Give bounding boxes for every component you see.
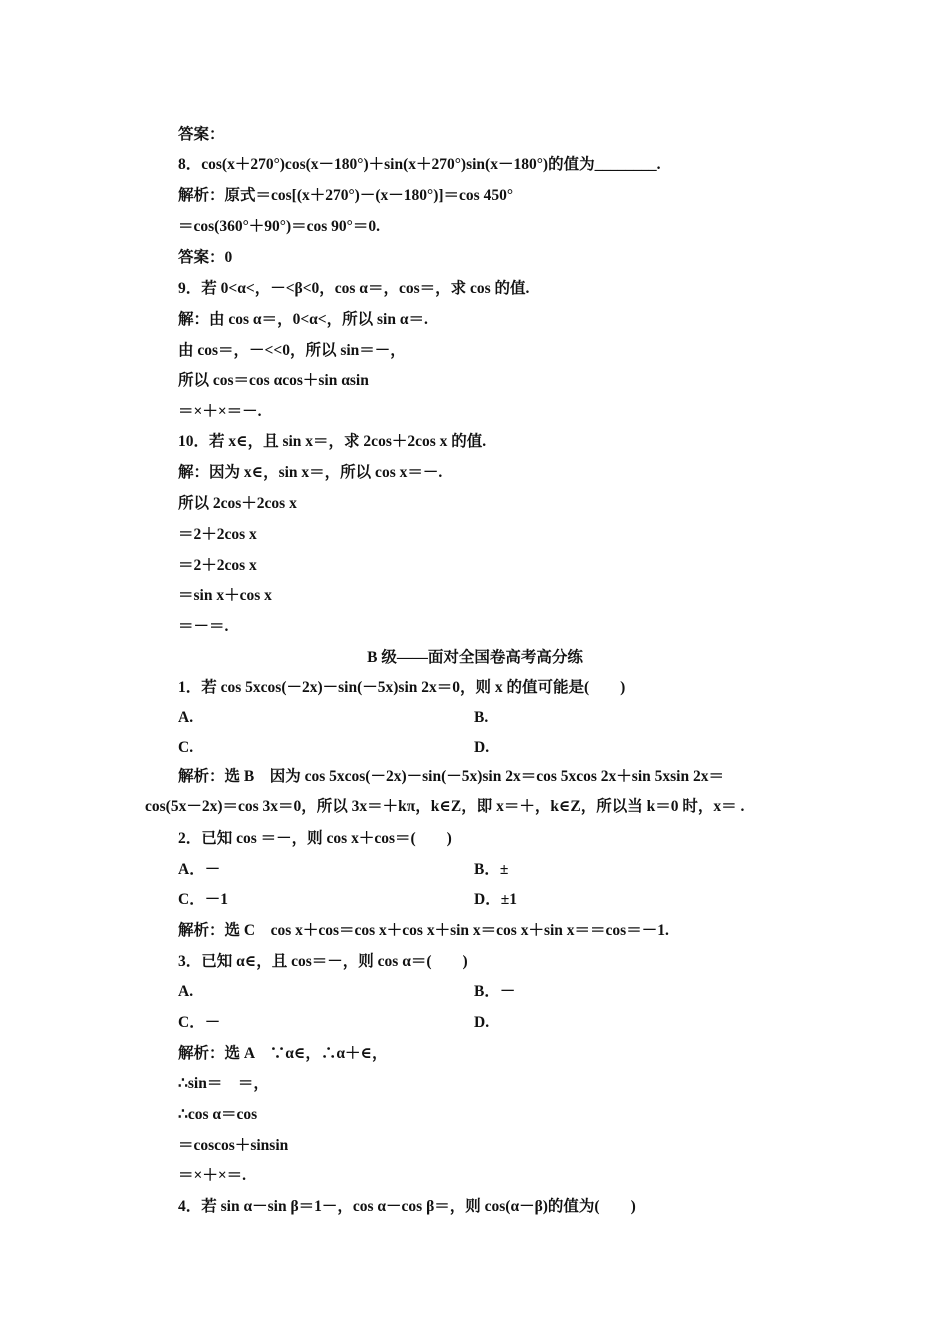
b-q3-option-d: D. <box>474 1014 490 1031</box>
answer-label-7: 答案： <box>178 126 225 143</box>
solution-10-line4: ＝2＋2cos x <box>178 557 257 574</box>
b-question-2: 2．已知 cos ＝－，则 cos x＋cos＝( ) <box>178 830 452 847</box>
b-q1-option-b: B. <box>474 709 489 726</box>
b-q1-analysis-line1: 解析：选 B 因为 cos 5xcos(－2x)－sin(－5x)sin 2x＝cos 5xcos 2x＋sin 5xsin 2x＝ <box>178 768 724 785</box>
b-q1-option-c: C. <box>178 739 194 756</box>
solution-10-line1: 解：因为 x∈，sin x＝，所以 cos x＝－. <box>178 464 443 481</box>
b-q1-option-d: D. <box>474 739 490 756</box>
b-q3-option-c: C．－ <box>178 1014 221 1031</box>
b-q2-option-a: A．－ <box>178 861 221 878</box>
answer-8: 答案：0 <box>178 249 233 266</box>
solution-9-line3: 所以 cos＝cos αcos＋sin αsin <box>178 372 369 389</box>
question-10: 10．若 x∈，且 sin x＝，求 2cos＋2cos x 的值. <box>178 433 487 450</box>
solution-10-line6: ＝－＝. <box>178 618 229 635</box>
b-q3-option-a: A. <box>178 983 194 1000</box>
solution-9-line4: ＝×＋×＝－. <box>178 403 262 420</box>
b-q2-option-d: D．±1 <box>474 891 517 908</box>
b-q3-analysis-line4: ＝coscos＋sinsin <box>178 1137 289 1154</box>
b-q1-analysis-line2: cos(5x－2x)＝cos 3x＝0，所以 3x＝＋kπ，k∈Z，即 x＝＋，k∈Z，所以当 k＝0 时，x＝ . <box>145 798 745 815</box>
section-heading-b: B 级——面对全国卷高考高分练 <box>367 649 583 666</box>
b-q2-analysis: 解析：选 C cos x＋cos＝cos x＋cos x＋sin x＝cos x＋sin x＝＝cos＝－1. <box>178 922 669 939</box>
b-q3-analysis-line1: 解析：选 A ∵α∈，∴α＋∈， <box>178 1045 388 1062</box>
b-q3-option-b: B．－ <box>474 983 516 1000</box>
question-8: 8．cos(x＋270°)cos(x－180°)＋sin(x＋270°)sin(x－180°)的值为________. <box>178 156 661 173</box>
solution-9-line1: 解：由 cos α＝，0<α<，所以 sin α＝. <box>178 311 428 328</box>
b-q3-analysis-line5: ＝×＋×＝. <box>178 1167 247 1184</box>
analysis-8-line1: 解析：原式＝cos[(x＋270°)－(x－180°)]＝cos 450° <box>178 187 514 204</box>
b-q1-option-a: A. <box>178 709 194 726</box>
solution-10-line5: ＝sin x＋cos x <box>178 587 272 604</box>
b-q3-analysis-line2: ∴sin＝ ＝， <box>178 1075 269 1092</box>
question-9: 9．若 0<α<，－<β<0，cos α＝，cos＝，求 cos 的值. <box>178 280 530 297</box>
solution-10-line3: ＝2＋2cos x <box>178 526 257 543</box>
b-q2-option-c: C．－1 <box>178 891 228 908</box>
analysis-8-line2: ＝cos(360°＋90°)＝cos 90°＝0. <box>178 218 380 235</box>
b-question-3: 3．已知 α∈，且 cos＝－，则 cos α＝( ) <box>178 953 468 970</box>
b-q2-option-b: B．± <box>474 861 509 878</box>
b-q3-analysis-line3: ∴cos α＝cos <box>178 1106 258 1123</box>
solution-10-line2: 所以 2cos＋2cos x <box>178 495 297 512</box>
b-question-4: 4．若 sin α－sin β＝1－，cos α－cos β＝，则 cos(α－β)的值为( ) <box>178 1198 636 1215</box>
solution-9-line2: 由 cos＝，－<<0，所以 sin＝－， <box>178 342 406 359</box>
b-question-1: 1．若 cos 5xcos(－2x)－sin(－5x)sin 2x＝0，则 x 的值可能是( ) <box>178 679 626 696</box>
